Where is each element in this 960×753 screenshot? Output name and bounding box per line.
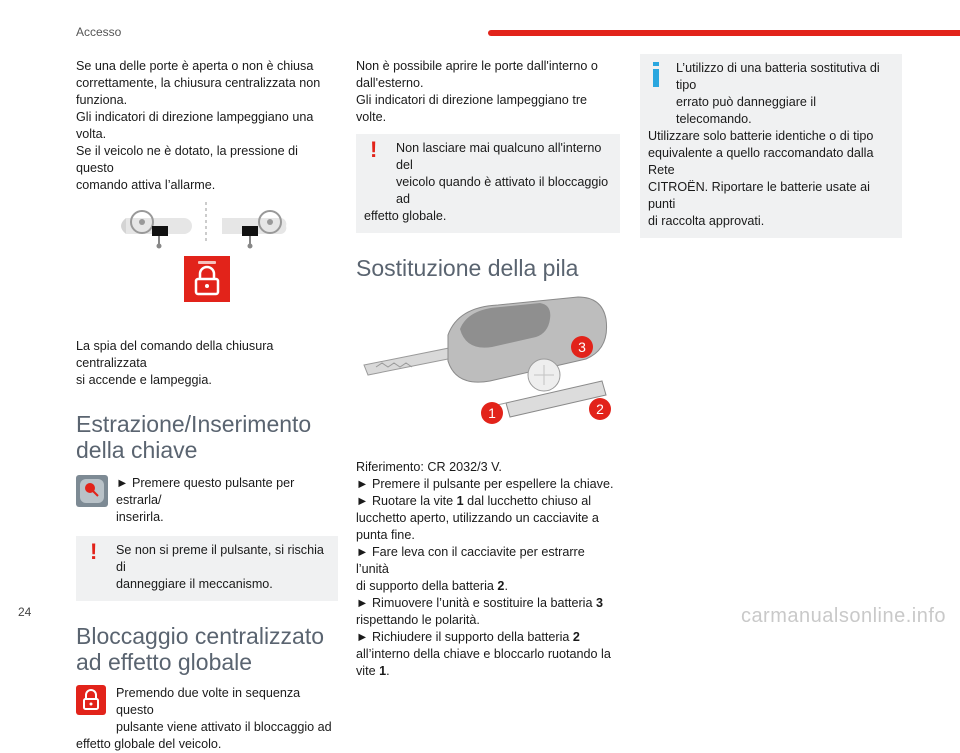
warning-icon: ! [370,137,378,162]
header-accent-bar [488,30,960,36]
paragraph-warning-light: La spia del comando della chiusura centralizzata si accende e lampeggia. [76,339,274,387]
watermark: carmanualsonline.info [740,605,946,627]
battery-steps: Riferimento: CR 2032/3 V. ► Premere il pulsante per espellere la chiave. ► Ruotare la vite 1 dal lucchetto chiuso al lucchetto aperto, utilizzando un cacciavite a punta fine. ► Fare leva con il cacciavite per estrarre l’unità di supporto della batteria 2. ► Rimuovere l’unità e sostituire la batteria 3 rispettando le polarità. ► Richiudere il supporto della batteria 2 all’interno della chiave e bloccarlo ruotando la vite 1. [356,460,614,678]
lock-button-icon [76,685,106,715]
callout-1: 1 [488,405,496,421]
warning-box-mechanism: ! Se non si preme il pulsante, si rischia di danneggiare il meccanismo. [76,536,338,601]
column-1 [76,58,338,753]
column-2 [356,58,620,680]
warning-box-occupants: ! Non lasciare mai qualcuno all'interno del veicolo quando è attivato il bloccaggio ad effetto globale. [356,134,620,233]
key-release-instruction: ► Premere questo pulsante per estrarla/ inserirla. [76,475,338,526]
paragraph-no-open: Non è possibile aprire le porte dall'interno o dall'esterno. Gli indicatori di direzione lampeggiano tre volte. [356,59,598,124]
heading-key-extraction: Estrazione/Inserimento della chiave [76,411,312,463]
warning-icon: ! [90,539,98,564]
paragraph-door-open: Se una delle porte è aperta o non è chiusa correttamente, la chiusura centralizzata non funziona. Gli indicatori di direzione lampeggiano una volta. Se il veicolo ne è dotato, la pressione di questo comando attiva l’allarme. [76,59,321,192]
info-box-battery: L’utilizzo di una batteria sostitutiva di tipo errato può danneggiare il telecomando. Utilizzare solo batterie identiche o di tipo equivalente a quello raccomandato dalla Rete CITROËN. Riportare le batterie usate ai punti di raccolta approvati. [640,54,902,238]
column-3 [640,54,902,238]
central-locking-illustration [76,200,338,320]
key-release-button-icon [76,475,108,507]
section-label: Accesso [76,25,122,39]
page-number: 24 [18,605,32,619]
key-battery-illustration [356,295,620,445]
global-lock-instruction: Premendo due volte in sequenza questo pulsante viene attivato il bloccaggio ad effetto globale del veicolo. [76,686,332,751]
callout-3: 3 [578,339,586,355]
callout-2: 2 [596,401,604,417]
heading-battery-replacement: Sostituzione della pila [356,255,579,281]
heading-global-lock: Bloccaggio centralizzato ad effetto globale [76,623,325,675]
info-icon [650,60,664,88]
